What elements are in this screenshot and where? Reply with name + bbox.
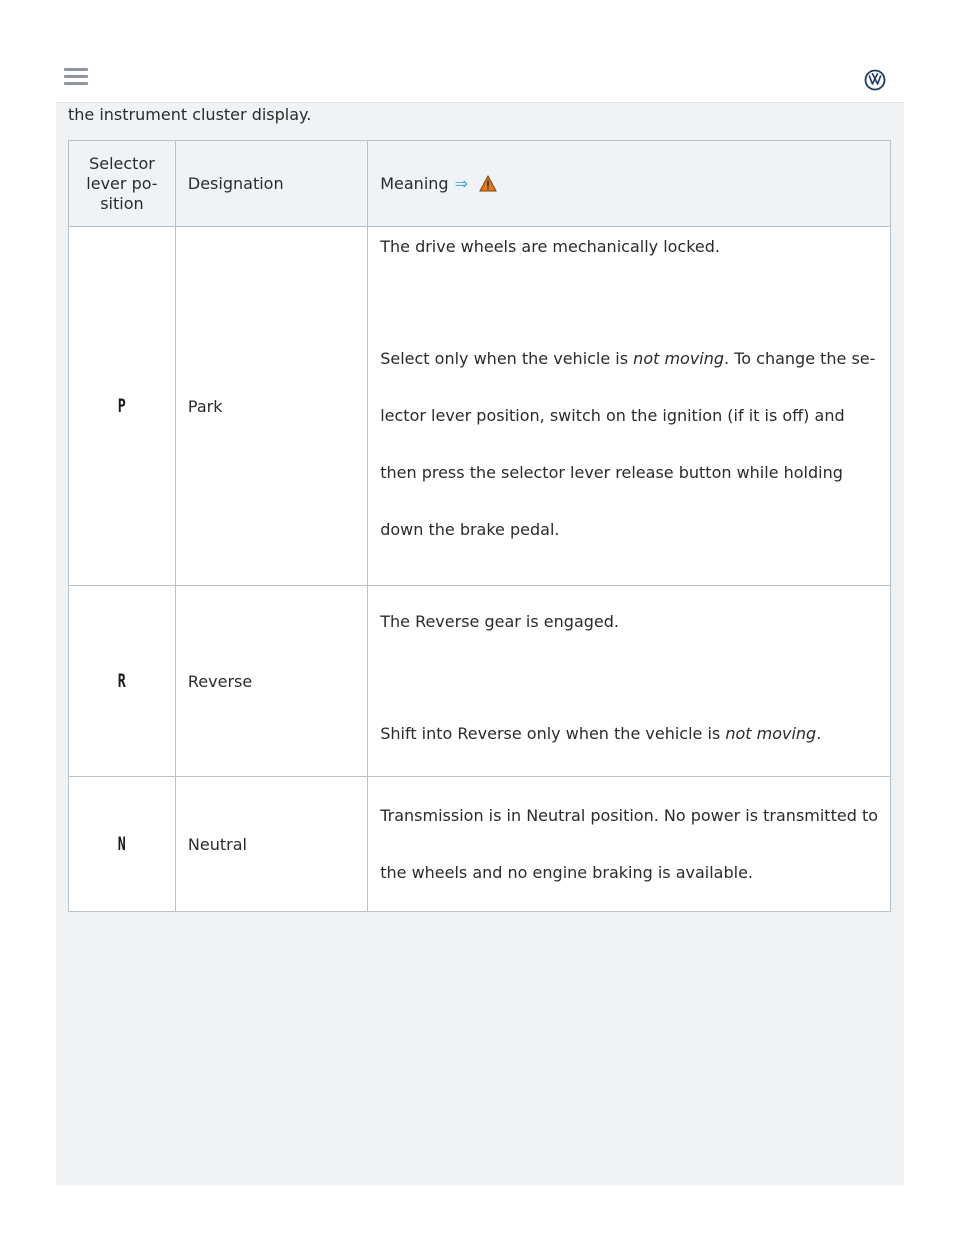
gear-n-symbol: N [117,833,126,855]
table-row [69,227,891,586]
vw-logo-icon[interactable] [864,69,886,91]
header-meaning [368,141,891,227]
table-header-row [69,141,891,227]
gear-cell [69,227,176,586]
table-row [69,586,891,777]
header-meaning-label: Meaning [380,174,449,193]
header-designation: Designation [175,141,367,227]
designation-cell: Park [175,227,367,586]
meaning-cell: The drive wheels are mechanically locked. Select only when the vehicle is not moving. To change the se- lector lever position, switch on the ignition (if it is off) and then press the selector lever release button while holding down the brake pedal. [368,227,891,586]
warning-triangle-icon [479,175,497,192]
gear-r-symbol: R [117,670,126,692]
table-row [69,777,891,912]
meaning-cell: The Reverse gear is engaged. Shift into Reverse only when the vehicle is not moving. [368,586,891,777]
gear-selector-table [68,140,891,912]
gear-cell [69,777,176,912]
content-area [56,103,904,1185]
designation-cell: Neutral [175,777,367,912]
gear-p-symbol: P [117,395,126,417]
designation-cell: Reverse [175,586,367,777]
intro-text: the instrument cluster display. [68,105,312,124]
gear-cell [69,586,176,777]
cross-reference-arrow[interactable]: ⇒ [454,174,468,193]
top-bar [56,50,904,103]
hamburger-menu-icon[interactable] [64,68,88,86]
header-selector-position: Selector lever po- sition [69,141,176,227]
meaning-cell: Transmission is in Neutral position. No power is transmitted to the wheels and no engine braking is available. [368,777,891,912]
